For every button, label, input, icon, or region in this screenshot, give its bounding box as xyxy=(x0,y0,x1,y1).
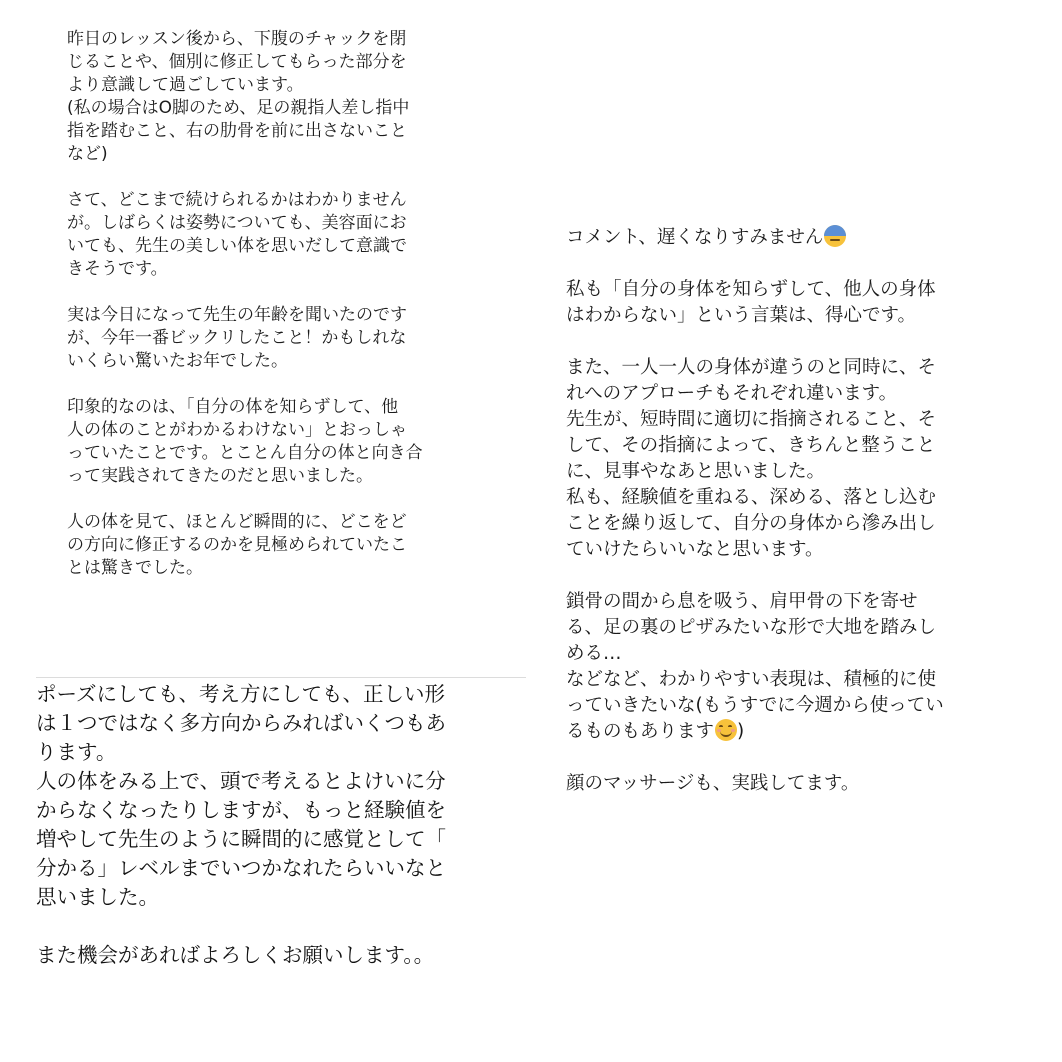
divider xyxy=(36,677,526,678)
comment-2-paragraph-1: ポーズにしても、考え方にしても、正しい形 は１つではなく多方向からみればいくつもあ ります。 人の体をみる上で、頭で考えるとよけいに分 からなくなったりしますが、もっと経験値を 増やして先生のように瞬間的に感覚として「 分かる」レベルまでいつかなれたらいいなと 思いました。 xyxy=(36,682,446,909)
sweat-emoji-icon xyxy=(824,225,846,247)
smiling-emoji-icon xyxy=(715,719,737,741)
comment-1-paragraph-1: 昨日のレッスン後から、下腹のチャックを閉 じることや、個別に修正してもらった部分を より意識して過ごしています。 (私の場合はO脚のため、足の親指人差し指中 指を踏むこと、右の肋骨を前に出さないこと など) xyxy=(67,29,410,164)
comment-card-1 xyxy=(48,28,518,668)
comment-3-paragraph-1 xyxy=(566,225,1035,251)
comment-card-3 xyxy=(555,225,1035,865)
comment-3-paragraph-2: 私も「自分の身体を知らずして、他人の身体 はわからない」という言葉は、得心です。 xyxy=(566,279,936,326)
comment-1-paragraph-4: 印象的なのは、「自分の体を知らずして、他 人の体のことがわかるわけない」とおっしゃ っていたことです。とことん自分の体と向き合 って実践されてきたのだと思いました。 xyxy=(67,397,423,486)
comment-card-2 xyxy=(36,680,536,1040)
comment-3-paragraph-3: また、一人一人の身体が違うのと同時に、そ れへのアプローチもそれぞれ違います。 先生が、短時間に適切に指摘されること、そ して、その指摘によって、きちんと整うこと に、見事やなあと思いました。 私も、経験値を重ねる、深める、落とし込む ことを繰り返して、自分の身体から滲み出し ていけたらいいなと思います。 xyxy=(566,357,937,560)
comment-3-paragraph-4-tail: ) xyxy=(737,721,745,742)
comment-3-paragraph-4 xyxy=(566,589,1035,745)
comment-1-paragraph-2: さて、どこまで続けられるかはわかりません が。しばらくは姿勢についても、美容面にお いても、先生の美しい体を思いだして意識で きそうです。 xyxy=(67,190,407,279)
comment-1-paragraph-3: 実は今日になって先生の年齢を聞いたのです が、今年一番ビックリしたこと！かもしれな いくらい驚いたお年でした。 xyxy=(67,305,407,371)
comment-3-paragraph-5: 顔のマッサージも、実践してます。 xyxy=(566,773,860,794)
comment-1-paragraph-5: 人の体を見て、ほとんど瞬間的に、どこをど の方向に修正するのかを見極められていたこ とは驚きでした。 xyxy=(67,512,407,578)
comment-3-paragraph-1-text: コメント、遅くなりすみません xyxy=(566,227,824,248)
comment-2-paragraph-2: また機会があればよろしくお願いします。。 xyxy=(36,943,435,967)
comment-3-paragraph-4-text: 鎖骨の間から息を吸う、肩甲骨の下を寄せ る、足の裏のピザみたいな形で大地を踏みし める… などなど、わかりやすい表現は、積極的に使 っていきたいな(もうすでに今週から使ってい るものもあります xyxy=(566,591,944,742)
